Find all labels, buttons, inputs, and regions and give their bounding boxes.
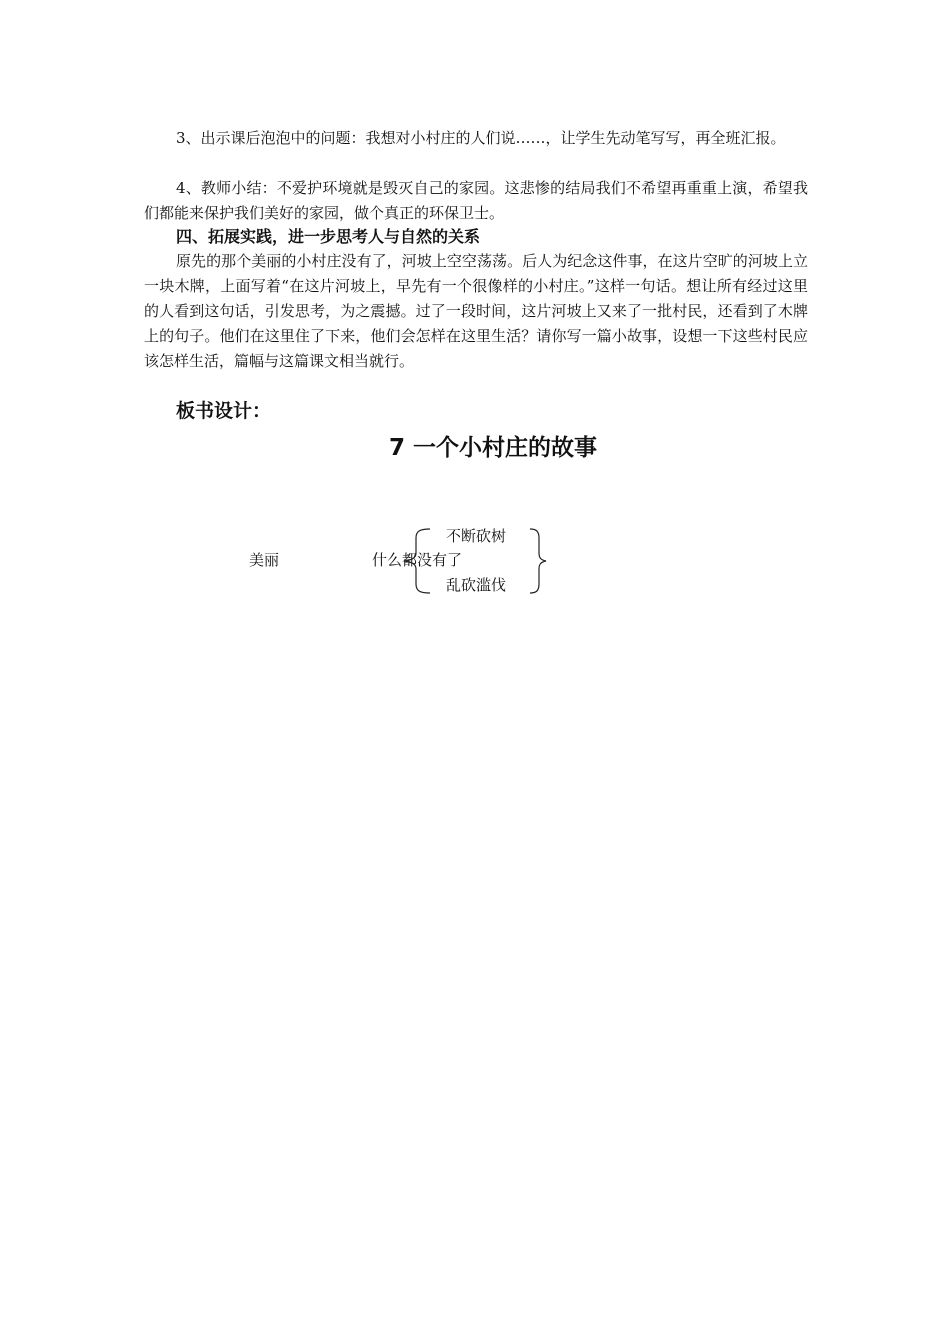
- board-design-title: 7 一个小村庄的故事: [388, 435, 597, 461]
- diagram-bottom-text: 乱砍滥伐: [446, 576, 507, 594]
- diagram-middle-text: 什么都没有了: [372, 551, 463, 569]
- section-heading-4: 四、拓展实践，进一步思考人与自然的关系: [176, 227, 481, 246]
- paragraph-step-4: 4、教师小结：不爱护环境就是毁灭自己的家园。这悲惨的结局我们不希望再重重上演，希望我们都能来保护我们美好的家园，做个真正的环保卫士。: [144, 179, 808, 222]
- paragraph-extension: 原先的那个美丽的小村庄没有了，河坡上空空荡荡。后人为纪念这件事，在这片空旷的河坡上立一块木牌，上面写着“在这片河坡上，早先有一个很像样的小村庄。”这样一句话。想让所有经过这里的人看到这句话，引发思考，为之震撼。过了一段时间，这片河坡上又来了一批村民，还看到了木牌上的句子。他们在这里住了下来，他们会怎样在这里生活？请你写一篇小故事，设想一下这些村民应该怎样生活，篇幅与这篇课文相当就行。: [144, 252, 808, 370]
- diagram-top-text: 不断砍树: [446, 527, 507, 545]
- board-design-label: 板书设计：: [176, 400, 272, 422]
- left-brace-icon: [398, 526, 438, 596]
- paragraph-step-3: 3、出示课后泡泡中的问题：我想对小村庄的人们说……，让学生先动笔写写，再全班汇报。: [176, 129, 786, 147]
- diagram-left-text: 美丽: [249, 551, 280, 569]
- right-brace-icon: [526, 526, 550, 596]
